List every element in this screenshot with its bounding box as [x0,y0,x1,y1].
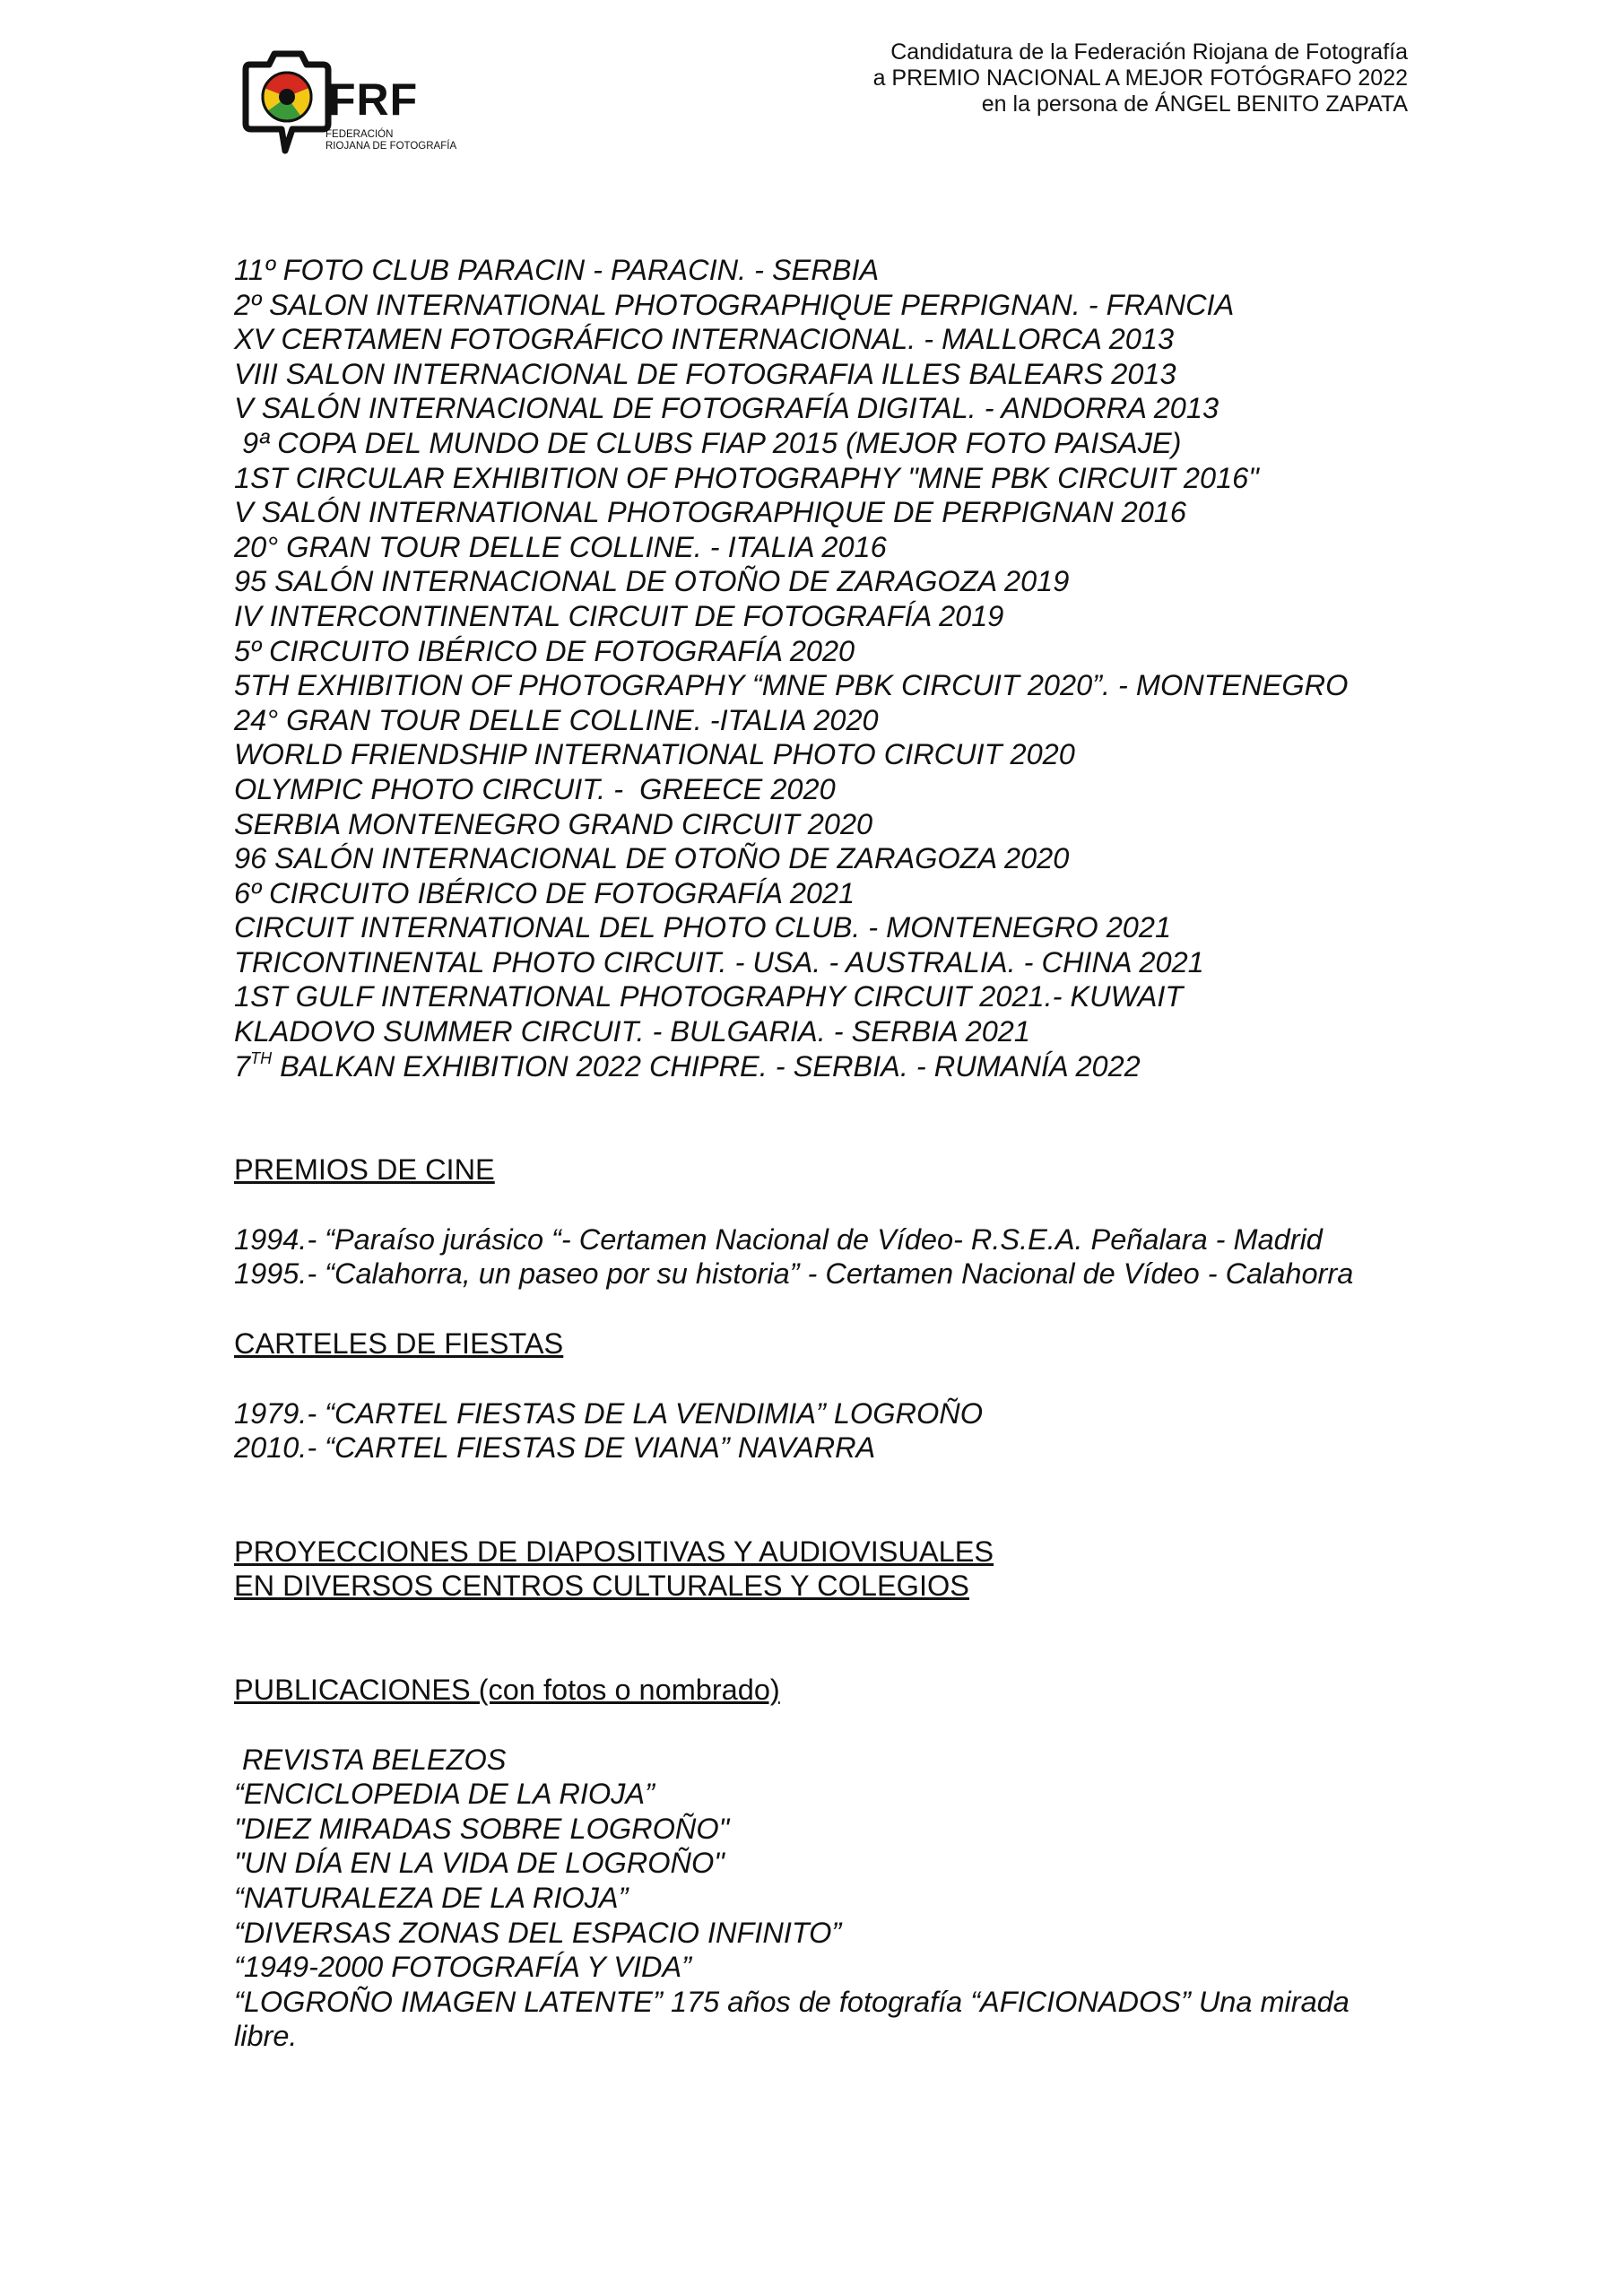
salon-item: 5TH EXHIBITION OF PHOTOGRAPHY “MNE PBK CIRCUIT 2020”. - MONTENEGRO [234,669,1349,702]
list-item: “NATURALEZA DE LA RIOJA” [234,1881,629,1914]
salon-item-number: 7 [234,1049,251,1083]
salon-item: 6º CIRCUITO IBÉRICO DE FOTOGRAFÍA 2021 [234,876,855,909]
salon-item: 20° GRAN TOUR DELLE COLLINE. - ITALIA 2016 [234,530,887,563]
list-item: “ENCICLOPEDIA DE LA RIOJA” [234,1778,655,1811]
list-item: 1979.- “CARTEL FIESTAS DE LA VENDIMIA” LOGROÑO [234,1396,983,1430]
document-body [234,253,1418,2054]
section-heading-carteles: CARTELES DE FIESTAS [234,1327,564,1361]
section-heading-publicaciones: PUBLICACIONES (con fotos o nombrado) [234,1674,780,1706]
list-item: libre. [234,2020,298,2053]
salon-item: V SALÓN INTERNATIONAL PHOTOGRAPHIQUE DE PERPIGNAN 2016 [234,496,1186,529]
salon-item: 1ST GULF INTERNATIONAL PHOTOGRAPHY CIRCUIT 2021.- KUWAIT [234,980,1184,1013]
section-heading-proyecciones: PROYECCIONES DE DIAPOSITIVAS Y AUDIOVISUALES [234,1535,994,1568]
salon-item: 96 SALÓN INTERNACIONAL DE OTOÑO DE ZARAGOZA 2020 [234,842,1070,875]
salon-list [234,253,1418,1049]
list-item: “DIVERSAS ZONAS DEL ESPACIO INFINITO” [234,1916,842,1949]
salon-item: OLYMPIC PHOTO CIRCUIT. - GREECE 2020 [234,772,836,805]
salon-item: 5º CIRCUITO IBÉRICO DE FOTOGRAFÍA 2020 [234,634,855,667]
list-item: “1949-2000 FOTOGRAFÍA Y VIDA” [234,1951,691,1984]
salon-item: VIII SALON INTERNACIONAL DE FOTOGRAFIA ILLES BALEARS 2013 [234,357,1176,390]
logo-subtitle-line: FEDERACIÓN [325,129,394,140]
spacer [234,1292,1418,1326]
spacer [234,1361,1418,1396]
salon-item: 11º FOTO CLUB PARACIN - PARACIN. - SERBIA [234,254,880,286]
salon-item: V SALÓN INTERNACIONAL DE FOTOGRAFÍA DIGITAL. - ANDORRA 2013 [234,392,1219,425]
spacer [234,1708,1418,1743]
ordinal-superscript: TH [250,1048,273,1067]
header-line: Candidatura de la Federación Riojana de Fotografía [890,39,1408,65]
logo-abbreviation: FRF [328,74,419,125]
salon-item: 1ST CIRCULAR EXHIBITION OF PHOTOGRAPHY "MNE PBK CIRCUIT 2016" [234,461,1259,494]
list-item: "UN DÍA EN LA VIDA DE LOGROÑO" [234,1847,725,1880]
spacer [234,1083,1418,1152]
salon-item: KLADOVO SUMMER CIRCUIT. - BULGARIA. - SERBIA 2021 [234,1015,1030,1048]
section-heading-premios-cine: PREMIOS DE CINE [234,1153,495,1187]
salon-item: TRICONTINENTAL PHOTO CIRCUIT. - USA. - AUSTRALIA. - CHINA 2021 [234,945,1204,978]
list-item: “LOGROÑO IMAGEN LATENTE” 175 años de fotografía “AFICIONADOS” Una mirada [234,1985,1350,2018]
camera-speech-bubble-icon [242,47,332,156]
salon-item: SERBIA MONTENEGRO GRAND CIRCUIT 2020 [234,807,873,840]
salon-item [234,1049,1418,1084]
spacer [234,1604,1418,1673]
section-heading-proyecciones: EN DIVERSOS CENTROS CULTURALES Y COLEGIOS [234,1570,969,1603]
spacer [234,1187,1418,1222]
spacer [234,1465,1418,1535]
header-line: a PREMIO NACIONAL A MEJOR FOTÓGRAFO 2022 [872,65,1408,91]
header-line: en la persona de ÁNGEL BENITO ZAPATA [981,91,1408,117]
salon-item-text: BALKAN EXHIBITION 2022 CHIPRE. - SERBIA. - RUMANÍA 2022 [272,1049,1141,1083]
list-item: 2010.- “CARTEL FIESTAS DE VIANA” NAVARRA [234,1431,876,1465]
list-item: 1994.- “Paraíso jurásico “- Certamen Nacional de Vídeo- R.S.E.A. Peñalara - Madrid [234,1222,1323,1256]
frf-logo [242,47,475,163]
logo-subtitle [325,129,456,152]
list-item: REVISTA BELEZOS [234,1743,507,1776]
salon-item: IV INTERCONTINENTAL CIRCUIT DE FOTOGRAFÍA 2019 [234,599,1004,632]
page-header [873,39,1408,117]
list-item: 1995.- “Calahorra, un paseo por su historia” - Certamen Nacional de Vídeo - Calahorra [234,1257,1354,1291]
salon-item: WORLD FRIENDSHIP INTERNATIONAL PHOTO CIRCUIT 2020 [234,738,1075,771]
salon-item: CIRCUIT INTERNATIONAL DEL PHOTO CLUB. - MONTENEGRO 2021 [234,911,1172,944]
salon-item: 9ª COPA DEL MUNDO DE CLUBS FIAP 2015 (MEJOR FOTO PAISAJE) [234,426,1182,459]
list-item: "DIEZ MIRADAS SOBRE LOGROÑO" [234,1812,730,1845]
salon-item: 95 SALÓN INTERNACIONAL DE OTOÑO DE ZARAGOZA 2019 [234,565,1070,598]
salon-item: XV CERTAMEN FOTOGRÁFICO INTERNACIONAL. - MALLORCA 2013 [234,323,1175,356]
salon-item: 24° GRAN TOUR DELLE COLLINE. -ITALIA 2020 [234,703,879,736]
logo-subtitle-line: RIOJANA DE FOTOGRAFÍA [325,141,457,152]
salon-item: 2º SALON INTERNATIONAL PHOTOGRAPHIQUE PERPIGNAN. - FRANCIA [234,288,1235,321]
